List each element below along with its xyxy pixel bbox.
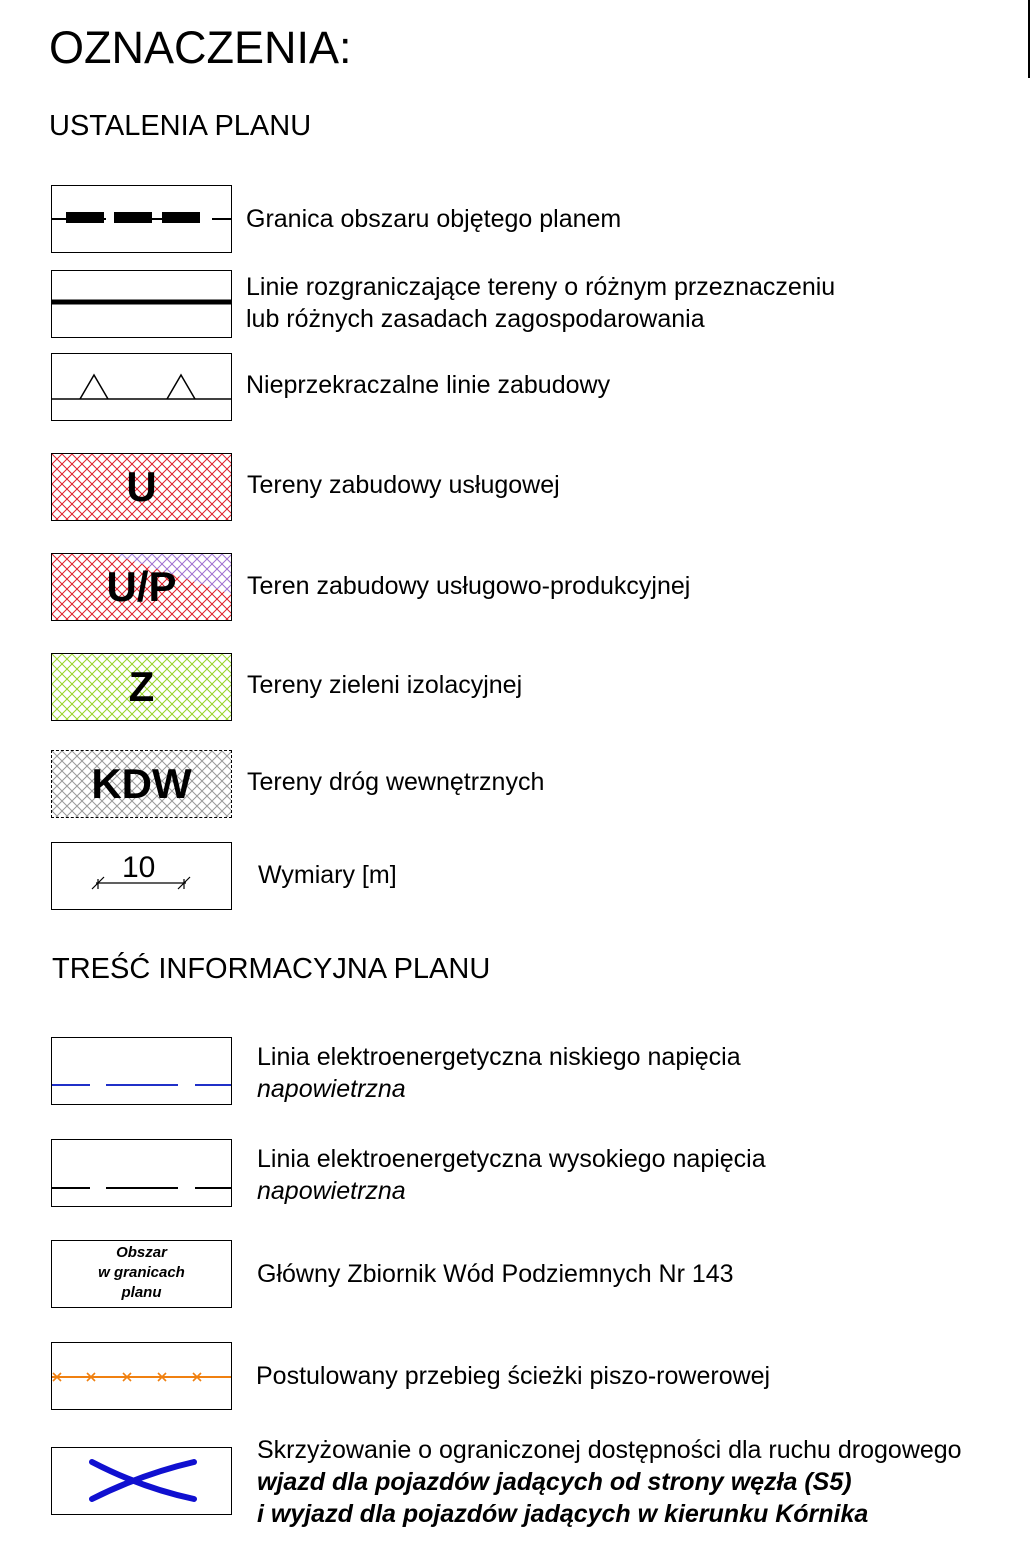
symbol-dividing-line [51, 270, 232, 338]
groundwater-symbol-line-1: Obszar [116, 1244, 167, 1261]
label-dividing-line-2: lub różnych zasadach zagospodarowania [246, 305, 705, 333]
label-intersection-1: Skrzyżowanie o ograniczonej dostępności dla ruchu drogowego [257, 1436, 962, 1464]
label-high-voltage-1: Linia elektroenergetyczna wysokiego napięcia [257, 1145, 766, 1173]
symbol-high-voltage-line [51, 1139, 232, 1207]
label-low-voltage-1: Linia elektroenergetyczna niskiego napięcia [257, 1043, 741, 1071]
zone-code-kdw: KDW [91, 760, 192, 807]
label-dividing-line-1: Linie rozgraniczające tereny o różnym przeznaczeniu [246, 273, 836, 301]
label-intersection-3: i wyjazd dla pojazdów jadących w kierunku Kórnika [257, 1500, 869, 1528]
label-low-voltage-2: napowietrzna [257, 1075, 406, 1103]
label-bike-path: Postulowany przebieg ścieżki piszo-rowerowej [256, 1362, 771, 1390]
label-zone-z: Tereny zieleni izolacyjnej [247, 671, 523, 699]
label-zone-kdw: Tereny dróg wewnętrznych [247, 768, 545, 796]
zone-code-u: U [126, 463, 157, 510]
symbol-zone-up [51, 553, 232, 621]
symbol-groundwater-reservoir [51, 1240, 232, 1308]
label-high-voltage-2: napowietrzna [257, 1177, 406, 1205]
label-groundwater-reservoir: Główny Zbiornik Wód Podziemnych Nr 143 [257, 1260, 734, 1288]
label-building-line: Nieprzekraczalne linie zabudowy [246, 371, 611, 399]
zone-code-up: U/P [106, 563, 177, 610]
label-zone-u: Tereny zabudowy usługowej [247, 471, 560, 499]
symbol-boundary [51, 185, 232, 253]
groundwater-symbol-line-2: w granicach [98, 1264, 185, 1281]
symbol-zone-kdw [51, 750, 232, 818]
groundwater-symbol-line-3: planu [121, 1284, 162, 1301]
symbol-bike-path [51, 1342, 232, 1410]
symbol-dimension [51, 842, 232, 910]
section-heading-tresc: TREŚĆ INFORMACYJNA PLANU [52, 953, 491, 985]
symbol-zone-u [51, 453, 232, 521]
dimension-value: 10 [122, 851, 156, 884]
symbol-zone-z [51, 653, 232, 721]
symbol-restricted-intersection [51, 1447, 232, 1515]
label-zone-up: Teren zabudowy usługowo-produkcyjnej [247, 572, 691, 600]
label-intersection-2: wjazd dla pojazdów jadących od strony węzła (S5) [257, 1468, 852, 1496]
page-title: OZNACZENIA: [49, 22, 352, 73]
page-edge-line [1028, 0, 1030, 78]
label-boundary: Granica obszaru objętego planem [246, 205, 622, 233]
zone-code-z: Z [128, 663, 155, 710]
section-heading-ustalenia: USTALENIA PLANU [49, 110, 312, 142]
symbol-low-voltage-line [51, 1037, 232, 1105]
groundwater-symbol-text [52, 1243, 231, 1303]
label-dimension: Wymiary [m] [258, 861, 397, 889]
symbol-building-line [51, 353, 232, 421]
